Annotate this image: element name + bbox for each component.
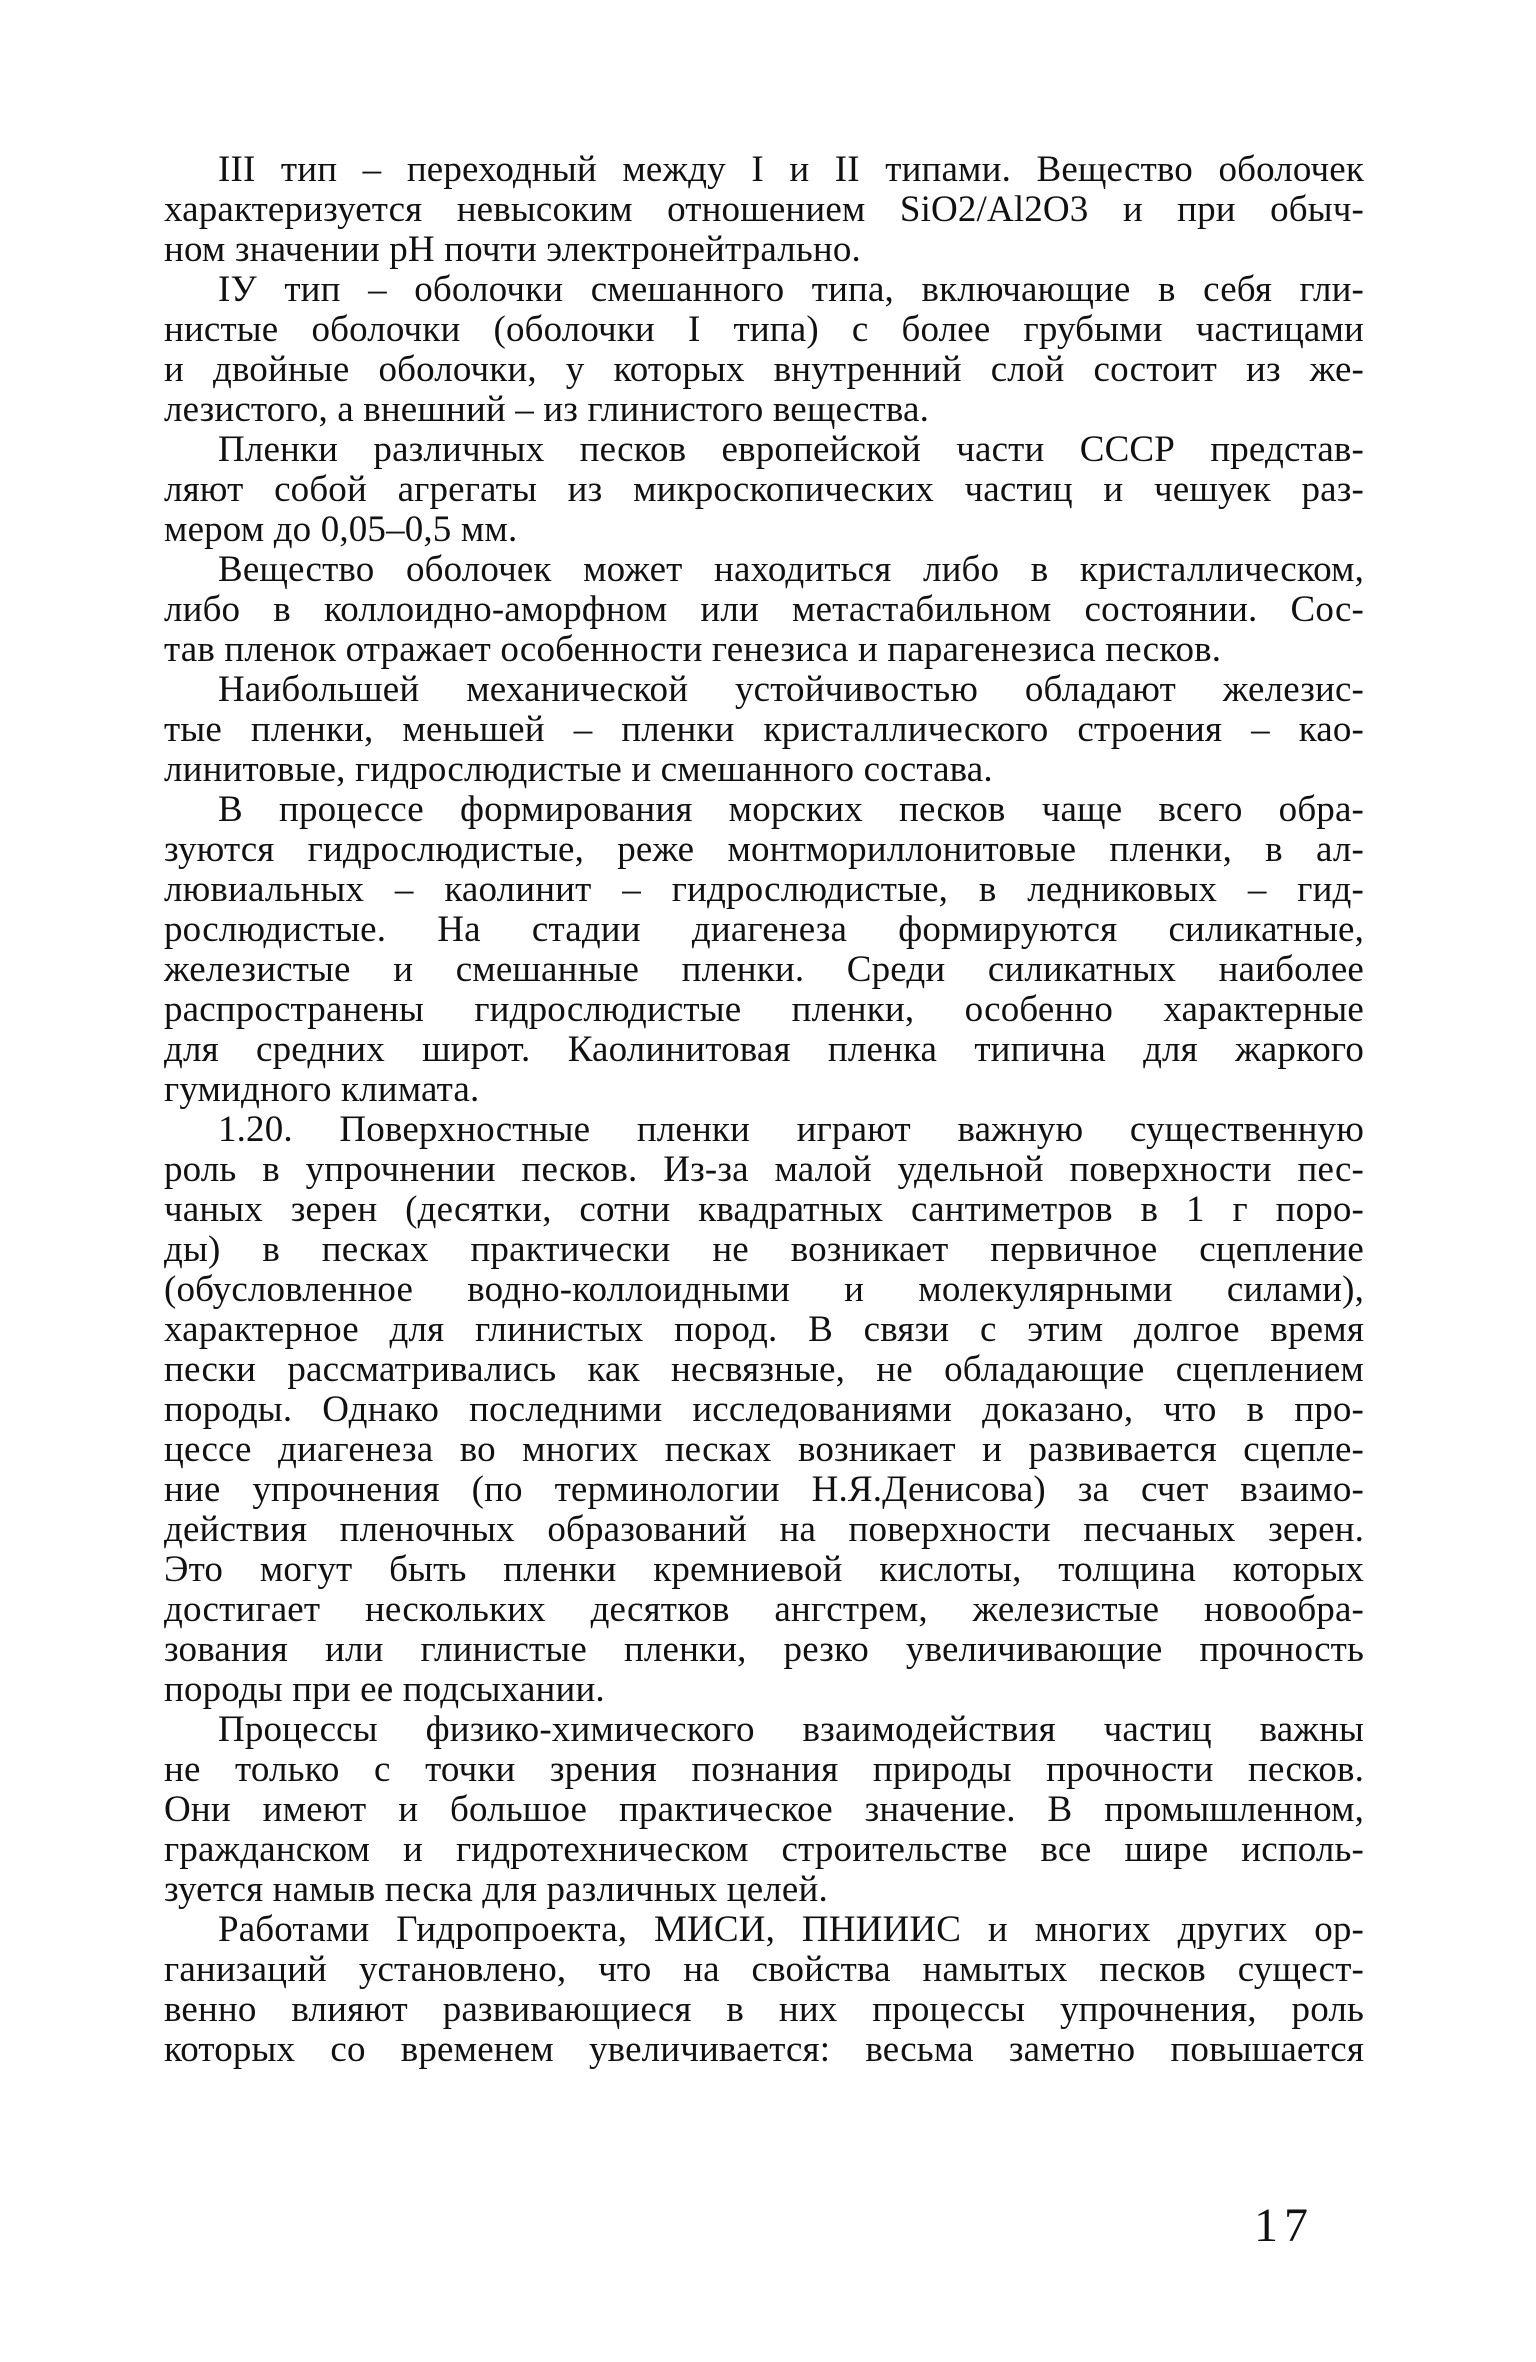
text-line: гражданском и гидротехническом строительстве все шире исполь-: [164, 1829, 1364, 1870]
text-line: породы. Однако последними исследованиями доказано, что в про-: [164, 1389, 1364, 1430]
text-line: зуются гидрослюдистые, реже монтмориллонитовые пленки, в ал-: [164, 829, 1364, 870]
text-line: породы при ее подсыхании.: [164, 1669, 605, 1710]
body-text: [164, 150, 1364, 2070]
text-line: зуется намыв песка для различных целей.: [164, 1869, 828, 1910]
text-line: 1.20. Поверхностные пленки играют важную существенную: [218, 1109, 1364, 1150]
text-line: не только с точки зрения познания природы прочности песков.: [164, 1749, 1364, 1790]
text-line: ды) в песках практически не возникает первичное сцепление: [164, 1229, 1364, 1270]
text-line: характеризуется невысоким отношением SiO2/Al2O3 и при обыч-: [164, 189, 1364, 230]
text-line: гумидного климата.: [164, 1069, 480, 1110]
text-line: распространены гидрослюдистые пленки, особенно характерные: [164, 989, 1364, 1030]
text-line: железистые и смешанные пленки. Среди силикатных наиболее: [164, 949, 1364, 990]
text-line: ляют собой агрегаты из микроскопических частиц и чешуек раз-: [164, 469, 1364, 510]
paragraph: [164, 550, 1364, 670]
text-line: и двойные оболочки, у которых внутренний слой состоит из же-: [164, 349, 1364, 390]
text-line: В процессе формирования морских песков чаще всего обра-: [218, 789, 1364, 830]
page-number: 17: [1254, 2199, 1314, 2252]
text-line: цессе диагенеза во многих песках возникает и развивается сцепле-: [164, 1429, 1364, 1470]
text-line: характерное для глинистых пород. В связи с этим долгое время: [164, 1309, 1364, 1350]
text-line: III тип – переходный между I и II типами. Вещество оболочек: [218, 149, 1365, 190]
paragraph: [164, 150, 1364, 270]
text-line: тав пленок отражает особенности генезиса и парагенезиса песков.: [164, 629, 1222, 670]
text-line: достигает нескольких десятков ангстрем, железистые новообра-: [164, 1589, 1364, 1630]
text-line: ганизаций установлено, что на свойства намытых песков сущест-: [164, 1949, 1364, 1990]
text-line: линитовые, гидрослюдистые и смешанного состава.: [164, 749, 993, 790]
paragraph: [164, 1110, 1364, 1710]
text-line: Работами Гидропроекта, МИСИ, ПНИИИС и многих других ор-: [218, 1909, 1364, 1950]
text-line: IУ тип – оболочки смешанного типа, включающие в себя гли-: [218, 269, 1364, 310]
text-line: ние упрочнения (по терминологии Н.Я.Денисова) за счет взаимо-: [164, 1469, 1364, 1510]
text-line: лювиальных – каолинит – гидрослюдистые, в ледниковых – гид-: [164, 869, 1364, 910]
text-line: роль в упрочнении песков. Из-за малой удельной поверхности пес-: [164, 1149, 1364, 1190]
text-line: венно влияют развивающиеся в них процессы упрочнения, роль: [164, 1989, 1364, 2030]
text-line: Вещество оболочек может находиться либо в кристаллическом,: [218, 549, 1364, 590]
text-line: Это могут быть пленки кремниевой кислоты, толщина которых: [164, 1549, 1364, 1590]
text-line: зования или глинистые пленки, резко увеличивающие прочность: [164, 1629, 1364, 1670]
text-line: пески рассматривались как несвязные, не обладающие сцеплением: [164, 1349, 1364, 1390]
text-line: Наибольшей механической устойчивостью обладают железис-: [218, 669, 1364, 710]
paragraph: [164, 430, 1364, 550]
text-line: (обусловленное водно-коллоидными и молекулярными силами),: [164, 1269, 1364, 1310]
text-line: Процессы физико-химического взаимодействия частиц важны: [218, 1709, 1364, 1750]
text-line: которых со временем увеличивается: весьма заметно повышается: [164, 2029, 1364, 2070]
text-line: тые пленки, меньшей – пленки кристаллического строения – као-: [164, 709, 1364, 750]
paragraph: [164, 270, 1364, 430]
paragraph: [164, 1710, 1364, 1910]
text-line: Они имеют и большое практическое значение. В промышленном,: [164, 1789, 1364, 1830]
text-line: нистые оболочки (оболочки I типа) с более грубыми частицами: [164, 309, 1364, 350]
paragraph: [164, 1910, 1364, 2070]
text-line: мером до 0,05–0,5 мм.: [164, 509, 518, 550]
paragraph: [164, 670, 1364, 790]
text-line: лезистого, а внешний – из глинистого вещества.: [164, 389, 929, 430]
text-line: чаных зерен (десятки, сотни квадратных сантиметров в 1 г поро-: [164, 1189, 1364, 1230]
text-line: для средних широт. Каолинитовая пленка типична для жаркого: [164, 1029, 1364, 1070]
text-line: либо в коллоидно-аморфном или метастабильном состоянии. Сос-: [164, 589, 1364, 630]
text-line: Пленки различных песков европейской части СССР представ-: [218, 429, 1364, 470]
text-line: ном значении pH почти электронейтрально.: [164, 229, 861, 270]
text-line: рослюдистые. На стадии диагенеза формируются силикатные,: [164, 909, 1364, 950]
paragraph: [164, 790, 1364, 1110]
text-line: действия пленочных образований на поверхности песчаных зерен.: [164, 1509, 1364, 1550]
